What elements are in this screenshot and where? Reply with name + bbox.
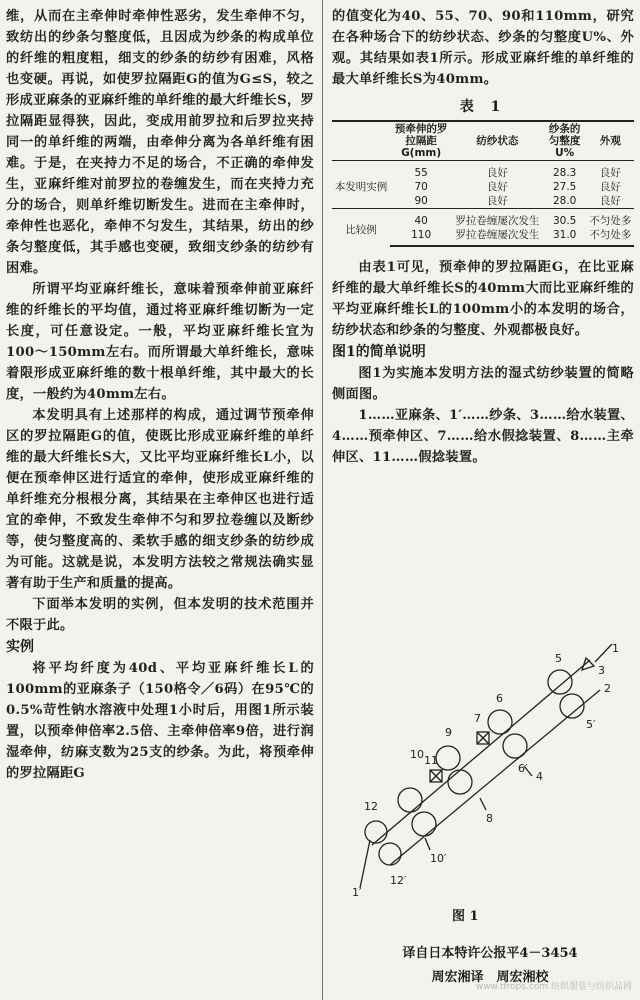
label-5-prime: 5′ (586, 718, 596, 731)
table-cell: 90 (414, 195, 428, 207)
right-column (332, 6, 634, 468)
label-10-prime: 10′ (430, 852, 447, 865)
figure-caption: 图 1 (452, 909, 479, 924)
table-header-row (332, 121, 634, 161)
figure-description-paragraph: 图1为实施本发明方法的湿式纺纱装置的简略侧面图。 (332, 366, 634, 402)
table-cell: 良好 (599, 195, 621, 207)
label-6-prime: 6′ (518, 762, 528, 775)
table-cell: 31.0 (543, 228, 587, 246)
watermark: www.tfrops.com 纺织服装与纺织品网 (475, 982, 632, 992)
table-header-cell: 预牵伸的罗拉隔距G(mm) (394, 123, 448, 159)
label-1: 1 (612, 642, 619, 655)
table-cell: 55 (414, 167, 428, 179)
paragraph-4: 下面举本发明的实例，但本发明的技术范围并不限于此。 (6, 597, 314, 633)
intro-paragraph: 的值变化为40、55、70、90和110mm，研究在各种场合下的纺纱状态、纱条的匀整度U%、外观。其结果如表1所示。形成亚麻纤维的单纤维的最大单纤维长S为40mm。 (332, 9, 634, 87)
table-cell: 罗拉卷缠屡次发生 (452, 209, 543, 229)
fiber-path-lower (390, 690, 600, 865)
label-6: 6 (496, 692, 503, 705)
label-11: 11 (424, 754, 438, 767)
translator-credit: 周宏湘译 周宏湘校 (431, 970, 549, 985)
label-5: 5 (555, 652, 562, 665)
table-cell: 110 (390, 228, 452, 246)
group-label: 本发明实例 (334, 181, 388, 193)
label-12-prime: 12′ (390, 874, 407, 887)
roller-6-prime (503, 734, 527, 758)
roller-10 (398, 788, 422, 812)
label-9: 9 (445, 726, 452, 739)
water-supply-3 (582, 658, 594, 670)
table-header-cell: 纺纱状态 (476, 135, 519, 147)
label-4: 4 (536, 770, 543, 783)
label-12: 12 (364, 800, 378, 813)
table-cell: 27.5 (552, 181, 577, 193)
table-cell: 不匀处多 (587, 228, 634, 246)
result-paragraph: 由表1可见，预牵伸的罗拉隔距G，在比亚麻纤维的最大单纤维长S的40mm大而比亚麻纤维的平均亚麻纤维长L的100mm小的本发明的场合，纺纱状态和纱条的匀整度、外观都极良好。 (332, 260, 634, 338)
roller-6 (488, 710, 512, 734)
paragraph-1: 维，从而在主牵伸时牵伸性恶劣，发生牵伸不匀，致纺出的纱条匀整度低，且因成为纱条的构成单位的纤维的粗度粗，细支的纱条的纺纱有困难，风格也变硬。再说，如使罗拉隔距G的值为G≤S，较之形成亚麻条的亚麻纤维的单纤维的最大纤维长S，罗拉隔距显得狭，因此，变成用前罗拉和后罗拉夹持同一的单纤维的两端，由牵伸分离为各单纤维有困难。于是，在夹持力不足的场合，不正确的牵伸发生，亚麻纤维对前罗拉的卷缠发生，而在夹持力充分的场合，则单纤维切断发生。进而在主牵伸时，牵伸性也恶化，牵伸不匀发生，其结果，纺出的纱条匀整度低，其手感也变硬，致细支纱条的纺纱有困难。 (6, 9, 314, 276)
table-title: 表 1 (459, 99, 507, 115)
results-table (332, 120, 634, 247)
table-cell: 70 (414, 181, 428, 193)
roller-12-prime (379, 843, 401, 865)
label-7: 7 (474, 712, 481, 725)
label-2: 2 (604, 682, 611, 695)
table-cell: 30.5 (543, 209, 587, 229)
label-10: 10 (410, 748, 424, 761)
table-cell: 良好 (599, 167, 621, 179)
table-cell: 不匀处多 (587, 209, 634, 229)
label-1-prime: 1′ (352, 886, 362, 899)
table-cell: 40 (390, 209, 452, 229)
roller-9 (436, 746, 460, 770)
table-cell: 良好 (599, 181, 621, 193)
roller-9-prime (448, 770, 472, 794)
spinning-apparatus-figure (350, 640, 620, 900)
paragraph-2: 所谓平均亚麻纤维长，意味着预牵伸前亚麻纤维的纤维长的平均值，通过将亚麻纤维切断为一定长度，可任意设定。一般，平均亚麻纤维长宜为100～150mm左右。而所谓最大单纤维长，意味着限形成亚麻纤维的数十根单纤维，其中最大的长度，一般约为40mm左右。 (6, 282, 314, 402)
source-citation: 译自日本特许公报平4－3454 (402, 946, 578, 961)
table-row (332, 209, 634, 229)
roller-10-prime (412, 812, 436, 836)
label-3: 3 (598, 664, 605, 677)
input-sliver-arrow (595, 644, 612, 662)
table-header-cell: 外观 (599, 135, 621, 147)
table-cell: 28.0 (552, 195, 577, 207)
left-column (6, 6, 314, 784)
column-divider (322, 0, 323, 1000)
table-header-cell: 纱条的匀整度U% (548, 123, 581, 159)
table-header-cell (332, 121, 390, 161)
roller-5 (548, 670, 572, 694)
table-cell: 良好 (486, 181, 508, 193)
table-cell: 良好 (486, 195, 508, 207)
label-8: 8 (486, 812, 493, 825)
output-yarn (360, 840, 370, 888)
fiber-path-upper (372, 660, 590, 845)
legend-paragraph: 1……亚麻条、1′……纱条、3……给水装置、4……预牵伸区、7……给水假捻装置、8……主牵伸区、11……假捻装置。 (332, 408, 634, 465)
group-label: 比较例 (332, 209, 390, 247)
example-heading: 实例 (6, 639, 34, 655)
table-cell: 罗拉卷缠屡次发生 (452, 228, 543, 246)
paragraph-3: 本发明具有上述那样的构成，通过调节预牵伸区的罗拉隔距G的值，使既比形成亚麻纤维的单纤维的最大纤维长S大，又比平均亚麻纤维长L小，以便在预牵伸区进行适宜的牵伸，使形成亚麻纤维的单纤维充分根根分离，其结果在主牵伸区也进行适宜的牵伸，不致发生牵伸不匀和罗拉卷缠以及断纱等，使匀整度高的、柔软手感的细支纱条的纺纱成为可能。这就是说，本发明方法较之常规法确实显著有助于生产和质量的提高。 (6, 408, 314, 591)
example-paragraph: 将平均纤度为40d、平均亚麻纤维长L的100mm的亚麻条子（150格令／6码）在95℃的0.5%苛性钠水溶液中处理1小时后，用图1所示装置，以预牵伸倍率2.5倍、主牵伸倍率9倍，进行润湿牵伸，纺麻支数为25支的纱条。为此，将预牵伸的罗拉隔距G (6, 661, 314, 781)
roller-12 (365, 821, 387, 843)
table-row (332, 161, 634, 181)
figure-description-heading: 图1的简单说明 (332, 344, 426, 360)
table-cell: 良好 (486, 167, 508, 179)
table-cell: 28.3 (552, 167, 577, 179)
